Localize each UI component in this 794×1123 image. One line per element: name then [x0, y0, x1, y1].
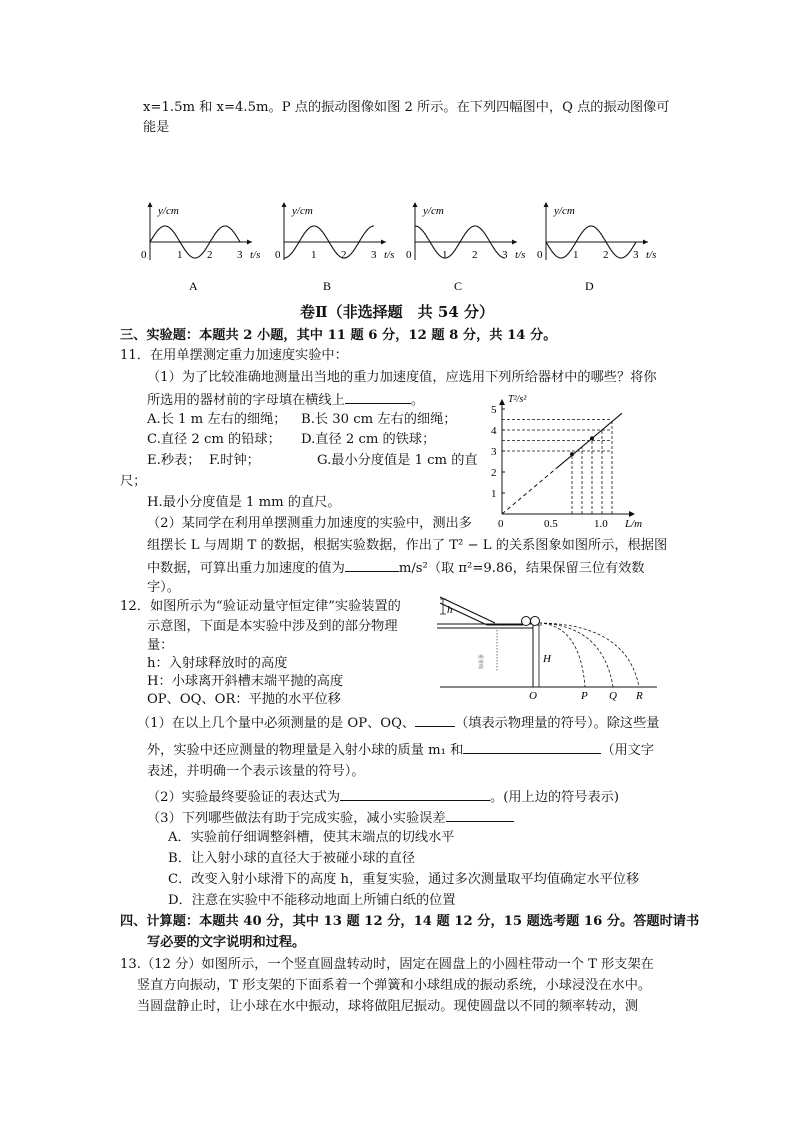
y-axis-arrow: [148, 202, 153, 207]
q11-part2-line4: 字）。: [147, 580, 180, 595]
y-tick-label: 1: [491, 488, 497, 500]
y-axis-label: y/cm: [554, 205, 575, 217]
data-point: [590, 436, 594, 440]
q12-part1-text: （1）在以上几个量中必须测量的是 OP、OQ、: [137, 716, 416, 731]
option-label: A: [189, 279, 198, 293]
section-3-heading: 三、实验题：本题共 2 小题，其中 11 题 6 分，12 题 8 分，共 14 分。: [120, 328, 557, 343]
y-tick-label: 4: [491, 425, 497, 437]
q11-option-h: H.最小分度值是 1 mm 的直尺。: [147, 495, 341, 510]
x-tick-label: 1.0: [594, 518, 608, 530]
option-label: D: [585, 279, 594, 293]
q12-option-c: C．改变入射小球滑下的高度 h，重复实验，通过多次测量取平均值确定水平位移: [168, 872, 640, 887]
q12-part2-end: 。(用上边的符号表示): [490, 790, 619, 805]
wave-graph-d: [537, 202, 656, 293]
q11-part1-end: 。: [410, 393, 424, 408]
y-axis-arrow: [413, 202, 418, 207]
q11-option-e: E.秒表；: [147, 453, 201, 468]
q12-part1-hint: （填表示物理量的符号）。除这些量: [455, 716, 660, 731]
tick-label: 1: [573, 249, 579, 261]
origin-label: 0: [406, 249, 412, 261]
t-axis-label: t/s: [646, 249, 657, 261]
fit-line: [557, 413, 622, 468]
q11-option-g: G.最小分度值是 1 cm 的直: [317, 453, 478, 468]
y-tick-label: 5: [491, 404, 497, 416]
incident-ball: [522, 617, 531, 626]
q11-answer-blank-1[interactable]: [345, 390, 411, 404]
tick-label: 3: [237, 249, 243, 261]
tick-label: 1: [177, 249, 183, 261]
y-axis-label: y/cm: [292, 205, 313, 217]
q12-op-def: OP、OQ、OR：平抛的水平位移: [147, 692, 341, 707]
y-axis-label: y/cm: [423, 205, 444, 217]
x-tick-label: 0.5: [544, 518, 558, 530]
q12-answer-blank-1[interactable]: [415, 713, 455, 727]
q11-part1-line1: （1）为了比较准确地测量出当地的重力加速度值，应选用下列所给器材中的哪些？将你: [147, 370, 657, 385]
q12-part1-mass-text: 外，实验中还应测量的物理量是入射小球的质量 m₁ 和: [147, 743, 464, 758]
y-axis-arrow: [282, 202, 287, 207]
y-tick-label: 3: [491, 446, 497, 458]
section-4-heading-1: 四、计算题：本题共 40 分，其中 13 题 12 分，14 题 12 分，15 题选考题 16 分。答题时请书: [120, 914, 700, 929]
q11-option-b: B.长 30 cm 左右的细绳；: [301, 412, 457, 427]
intro-line-1: x=1.5m 和 x=4.5m。P 点的振动图像如图 2 所示。在下列四幅图中，Q 点的振动图像可: [143, 100, 670, 115]
tick-label: 3: [371, 249, 377, 261]
label-h: h: [447, 604, 453, 616]
wave-graph-b: [275, 202, 394, 293]
tick-label: 2: [341, 249, 347, 261]
q11-part1-line2: [147, 390, 424, 410]
q12-stem-2: 示意图，下面是本实验中涉及到的部分物理: [147, 619, 398, 634]
wave-graph-c: [406, 202, 525, 293]
q12-part1-line2: [147, 740, 654, 760]
origin-label: 0: [275, 249, 281, 261]
tick-label: 1: [442, 249, 448, 261]
q12-option-a: A．实验前仔细调整斜槽，使其末端点的切线水平: [168, 830, 455, 845]
q11-option-d: D.直径 2 cm 的铁球；: [301, 432, 436, 447]
q12-stem-3: 量：: [147, 638, 174, 653]
q11-part2-text: 中数据，可算出重力加速度的值为: [147, 561, 345, 576]
t-axis-arrow: [512, 240, 517, 245]
y-axis-label: y/cm: [158, 205, 179, 217]
volume-title: 卷Ⅱ（非选择题 共 54 分）: [300, 303, 494, 321]
q11-part1-text: 所选用的器材前的字母填在横线上: [147, 393, 345, 408]
q11-option-c: C.直径 2 cm 的铅球；: [147, 432, 281, 447]
tick-label: 2: [207, 249, 213, 261]
option-label: C: [454, 279, 463, 293]
q12-H-def: H：小球离开斜槽末端平抛的高度: [147, 674, 344, 689]
x-axis-arrow: [629, 511, 635, 517]
q12-answer-blank-3[interactable]: [340, 787, 490, 801]
intro-line-2: 能是: [143, 120, 170, 135]
fit-line-dashed: [502, 468, 557, 514]
q11-answer-blank-2[interactable]: [345, 558, 399, 572]
t-axis-label: t/s: [515, 249, 526, 261]
wave-graph-a: [141, 202, 260, 293]
q13-line-2: 竖直方向振动，T 形支架的下面系着一个弹簧和小球组成的振动系统，小球浸没在水中。: [137, 978, 652, 993]
q13-line-3: 当圆盘静止时，让小球在水中振动，球将做阻尼振动。现使圆盘以不同的频率转动，测: [137, 999, 639, 1014]
origin-label: 0: [537, 249, 543, 261]
momentum-apparatus-figure: [435, 592, 660, 702]
q12-answer-blank-4[interactable]: [446, 808, 514, 822]
q11-part2-unit: m/s²（取 π²=9.86，结果保留三位有效数: [398, 561, 645, 576]
section-4-heading-2: 写必要的文字说明和过程。: [147, 935, 306, 950]
y-axis-arrow: [499, 399, 505, 405]
t2-l-chart: [484, 392, 654, 532]
option-label: B: [323, 279, 332, 293]
q12-stem-1: 12．如图所示为“验证动量守恒定律”实验装置的: [120, 599, 401, 614]
q12-part1-line1: [137, 713, 659, 733]
label-O: O: [529, 690, 537, 702]
q12-option-b: B．让入射小球的直径大于被碰小球的直径: [168, 851, 416, 866]
q11-part2-line2: 组摆长 L 与周期 T 的数据，根据实验数据，作出了 T² − L 的关系图象如图所示，根据图: [147, 538, 668, 553]
label-H: H: [543, 653, 551, 665]
tick-label: 3: [502, 249, 508, 261]
q11-stem: 11．在用单摆测定重力加速度实验中：: [120, 348, 348, 363]
q12-part1-hint2: （用文字: [601, 743, 655, 758]
t-axis-arrow: [381, 240, 386, 245]
x-axis-label: L/m: [625, 518, 643, 530]
q13-line-1: 13.（12 分）如图所示，一个竖直圆盘转动时，固定在圆盘上的小圆柱带动一个 T 形支架在: [120, 957, 654, 972]
origin-label: 0: [141, 249, 147, 261]
q12-h-def: h：入射球释放时的高度: [147, 656, 288, 671]
q11-option-g-cont: 尺；: [120, 474, 147, 489]
q12-answer-blank-2[interactable]: [463, 740, 601, 754]
q11-option-f: F.时钟；: [209, 453, 260, 468]
wave-graphs: [0, 198, 794, 298]
y-tick-label: 2: [491, 467, 497, 479]
label-P: P: [581, 690, 588, 702]
y-axis-arrow: [544, 202, 549, 207]
label-Q: Q: [609, 690, 617, 702]
q11-part2-line1: （2）某同学在利用单摆测重力加速度的实验中，测出多: [147, 516, 472, 531]
t-axis-label: t/s: [250, 249, 261, 261]
data-point: [570, 452, 574, 456]
q12-part1-line3: 表述，并明确一个表示该量的符号）。: [147, 764, 365, 779]
tick-label: 1: [311, 249, 317, 261]
q12-part2: [147, 787, 619, 807]
q12-option-d: D．注意在实验中不能移动地面上所铺白纸的位置: [168, 893, 456, 908]
tick-label: 3: [633, 249, 639, 261]
t-axis-arrow: [643, 240, 648, 245]
tick-label: 2: [472, 249, 478, 261]
tick-label: 2: [603, 249, 609, 261]
y-axis-label: T²/s²: [508, 394, 527, 405]
q11-part2-line3: [147, 558, 645, 578]
t-axis-arrow: [247, 240, 252, 245]
q12-part3: [147, 808, 514, 828]
label-R: R: [636, 690, 643, 702]
q12-part2-text: （2）实验最终要验证的表达式为: [147, 790, 341, 805]
origin-label: 0: [498, 518, 504, 530]
q11-option-a: A.长 1 m 左右的细绳；: [147, 412, 287, 427]
svg-text:重垂线: 重垂线: [477, 654, 482, 670]
t-axis-label: t/s: [384, 249, 395, 261]
target-ball: [531, 617, 540, 626]
q12-part3-text: （3）下列哪些做法有助于完成实验，减小实验误差: [147, 811, 446, 826]
